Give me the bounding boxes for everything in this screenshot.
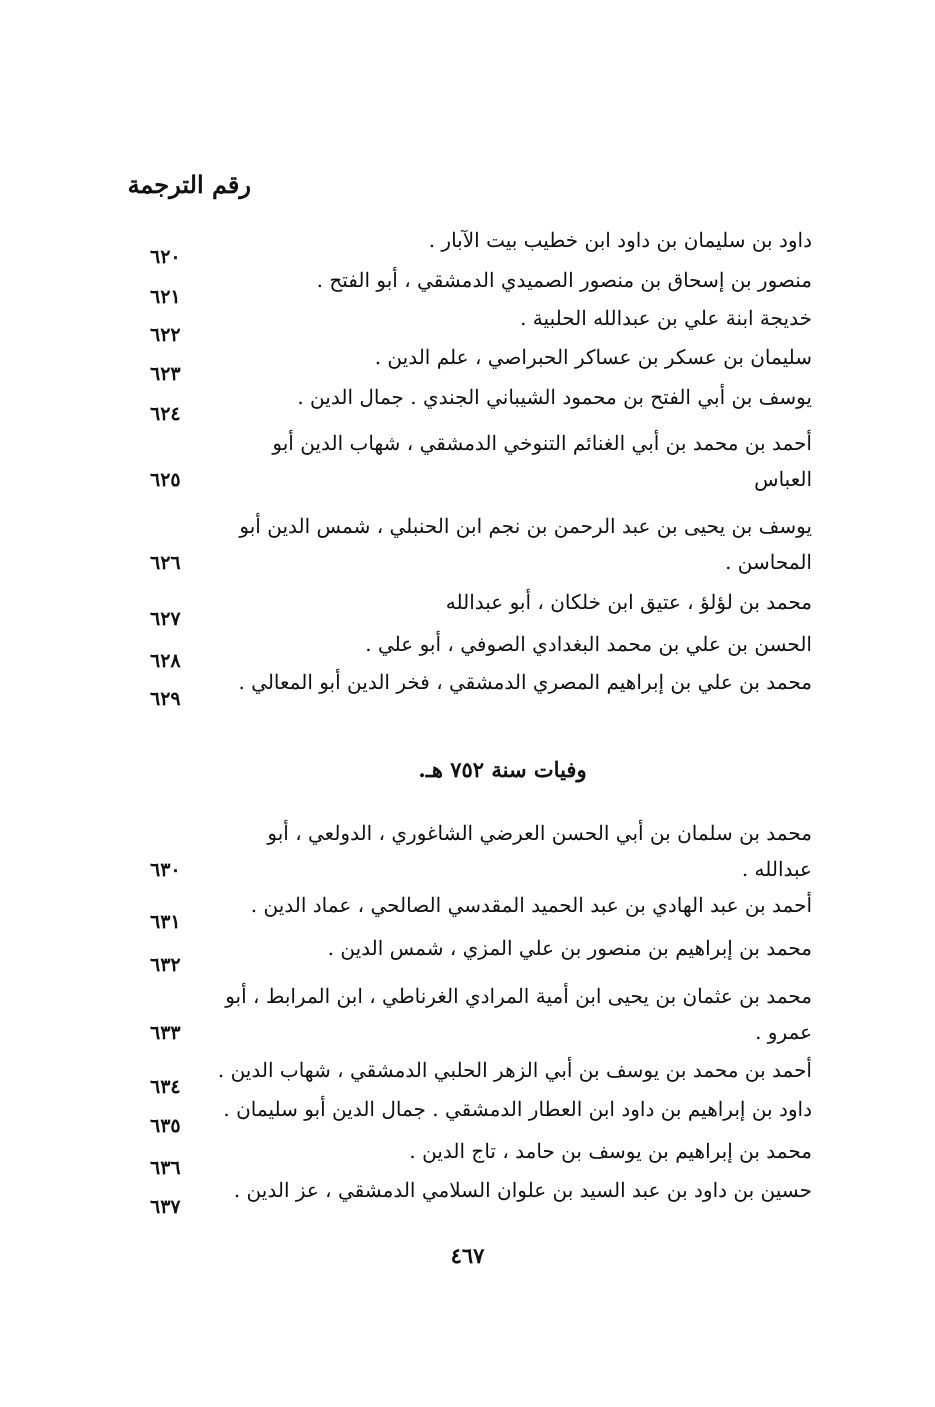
entry-name: أحمد بن عبد الهادي بن عبد الحميد المقدسي الصالحي ، عماد الدين . — [250, 893, 812, 917]
entry-number: ٦٢٠ — [150, 246, 181, 268]
section-title — [0, 757, 935, 782]
list-item — [140, 670, 812, 710]
entry-number: ٦٣٥ — [150, 1115, 181, 1137]
entry-name: محمد بن إبراهيم بن يوسف بن حامد ، تاج الدين . — [409, 1139, 812, 1163]
entry-number: ٦٣١ — [150, 911, 181, 933]
entry-number: ٦٢٩ — [150, 688, 181, 710]
entry-number: ٦٣٠ — [150, 859, 181, 881]
entry-number: ٦٢٢ — [150, 324, 181, 346]
entry-number: ٦٢٧ — [150, 608, 181, 630]
list-item — [140, 632, 812, 672]
entry-name: أحمد بن محمد بن أبي الغنائم التنوخي الدمشقي ، شهاب الدين أبو العباس — [272, 431, 812, 491]
list-item — [140, 425, 812, 497]
entry-number: ٦٣٢ — [150, 954, 181, 976]
list-item — [140, 228, 812, 268]
entry-name: محمد بن لؤلؤ ، عتيق ابن خلكان ، أبو عبدالله — [445, 590, 812, 614]
list-item — [140, 590, 812, 630]
list-item — [140, 1139, 812, 1179]
entry-name: محمد بن عثمان بن يحيى ابن أمية المرادي الغرناطي ، ابن المرابط ، أبو عمرو . — [225, 984, 812, 1044]
entry-name: يوسف بن أبي الفتح بن محمود الشيباني الجندي . جمال الدين . — [297, 385, 812, 409]
entry-name: محمد بن سلمان بن أبي الحسن العرضي الشاغوري ، الدولعي ، أبو عبدالله . — [267, 821, 812, 881]
entry-name: حسين بن داود بن عبد السيد بن علوان السلامي الدمشقي ، عز الدين . — [233, 1178, 812, 1202]
entry-number: ٦٢٥ — [150, 469, 181, 491]
entry-name: سليمان بن عسكر بن عساكر الحبراصي ، علم الدين . — [374, 345, 812, 369]
entry-number: ٦٣٤ — [150, 1076, 181, 1098]
section-title-text: وفيات سنة ٧٥٢ هـ — [425, 757, 587, 782]
entry-number: ٦٢٦ — [150, 552, 181, 574]
list-item — [140, 268, 812, 308]
entry-name: محمد بن إبراهيم بن منصور بن علي المزي ، شمس الدين . — [327, 936, 812, 960]
entry-name: الحسن بن علي بن محمد البغدادي الصوفي ، أبو علي . — [365, 632, 812, 656]
entry-number: ٦٣٣ — [150, 1022, 181, 1044]
section-title-dot: . — [418, 757, 426, 782]
list-item — [140, 1097, 812, 1137]
entry-number: ٦٣٦ — [150, 1157, 181, 1179]
list-item — [140, 893, 812, 933]
list-item — [140, 815, 812, 887]
entry-number: ٦٢١ — [150, 286, 181, 308]
entry-number: ٦٢٣ — [150, 363, 181, 385]
entry-name: يوسف بن يحيى بن عبد الرحمن بن نجم ابن الحنبلي ، شمس الدين أبو المحاسن . — [239, 514, 812, 574]
entry-name: منصور بن إسحاق بن منصور الصميدي الدمشقي ، أبو الفتح . — [316, 268, 812, 292]
entry-name: داود بن إبراهيم بن داود ابن العطار الدمشقي . جمال الدين أبو سليمان . — [223, 1097, 812, 1121]
list-item — [140, 508, 812, 580]
list-item — [140, 1058, 812, 1098]
list-item — [140, 306, 812, 346]
column-header: رقم الترجمة — [127, 170, 251, 199]
list-item — [140, 345, 812, 385]
page-number: ٤٦٧ — [450, 1243, 485, 1268]
entry-name: أحمد بن محمد بن يوسف بن أبي الزهر الحلبي الدمشقي ، شهاب الدين . — [217, 1058, 812, 1082]
list-item — [140, 385, 812, 425]
entry-name: داود بن سليمان بن داود ابن خطيب بيت الآبار . — [428, 228, 812, 252]
list-item — [140, 978, 812, 1050]
list-item — [140, 1178, 812, 1218]
entry-name: خديجة ابنة علي بن عبدالله الحلبية . — [520, 306, 812, 330]
entry-number: ٦٣٧ — [150, 1196, 181, 1218]
entry-number: ٦٢٨ — [150, 650, 181, 672]
entry-number: ٦٢٤ — [150, 403, 181, 425]
list-item — [140, 936, 812, 976]
entry-name: محمد بن علي بن إبراهيم المصري الدمشقي ، فخر الدين أبو المعالي . — [238, 670, 812, 694]
